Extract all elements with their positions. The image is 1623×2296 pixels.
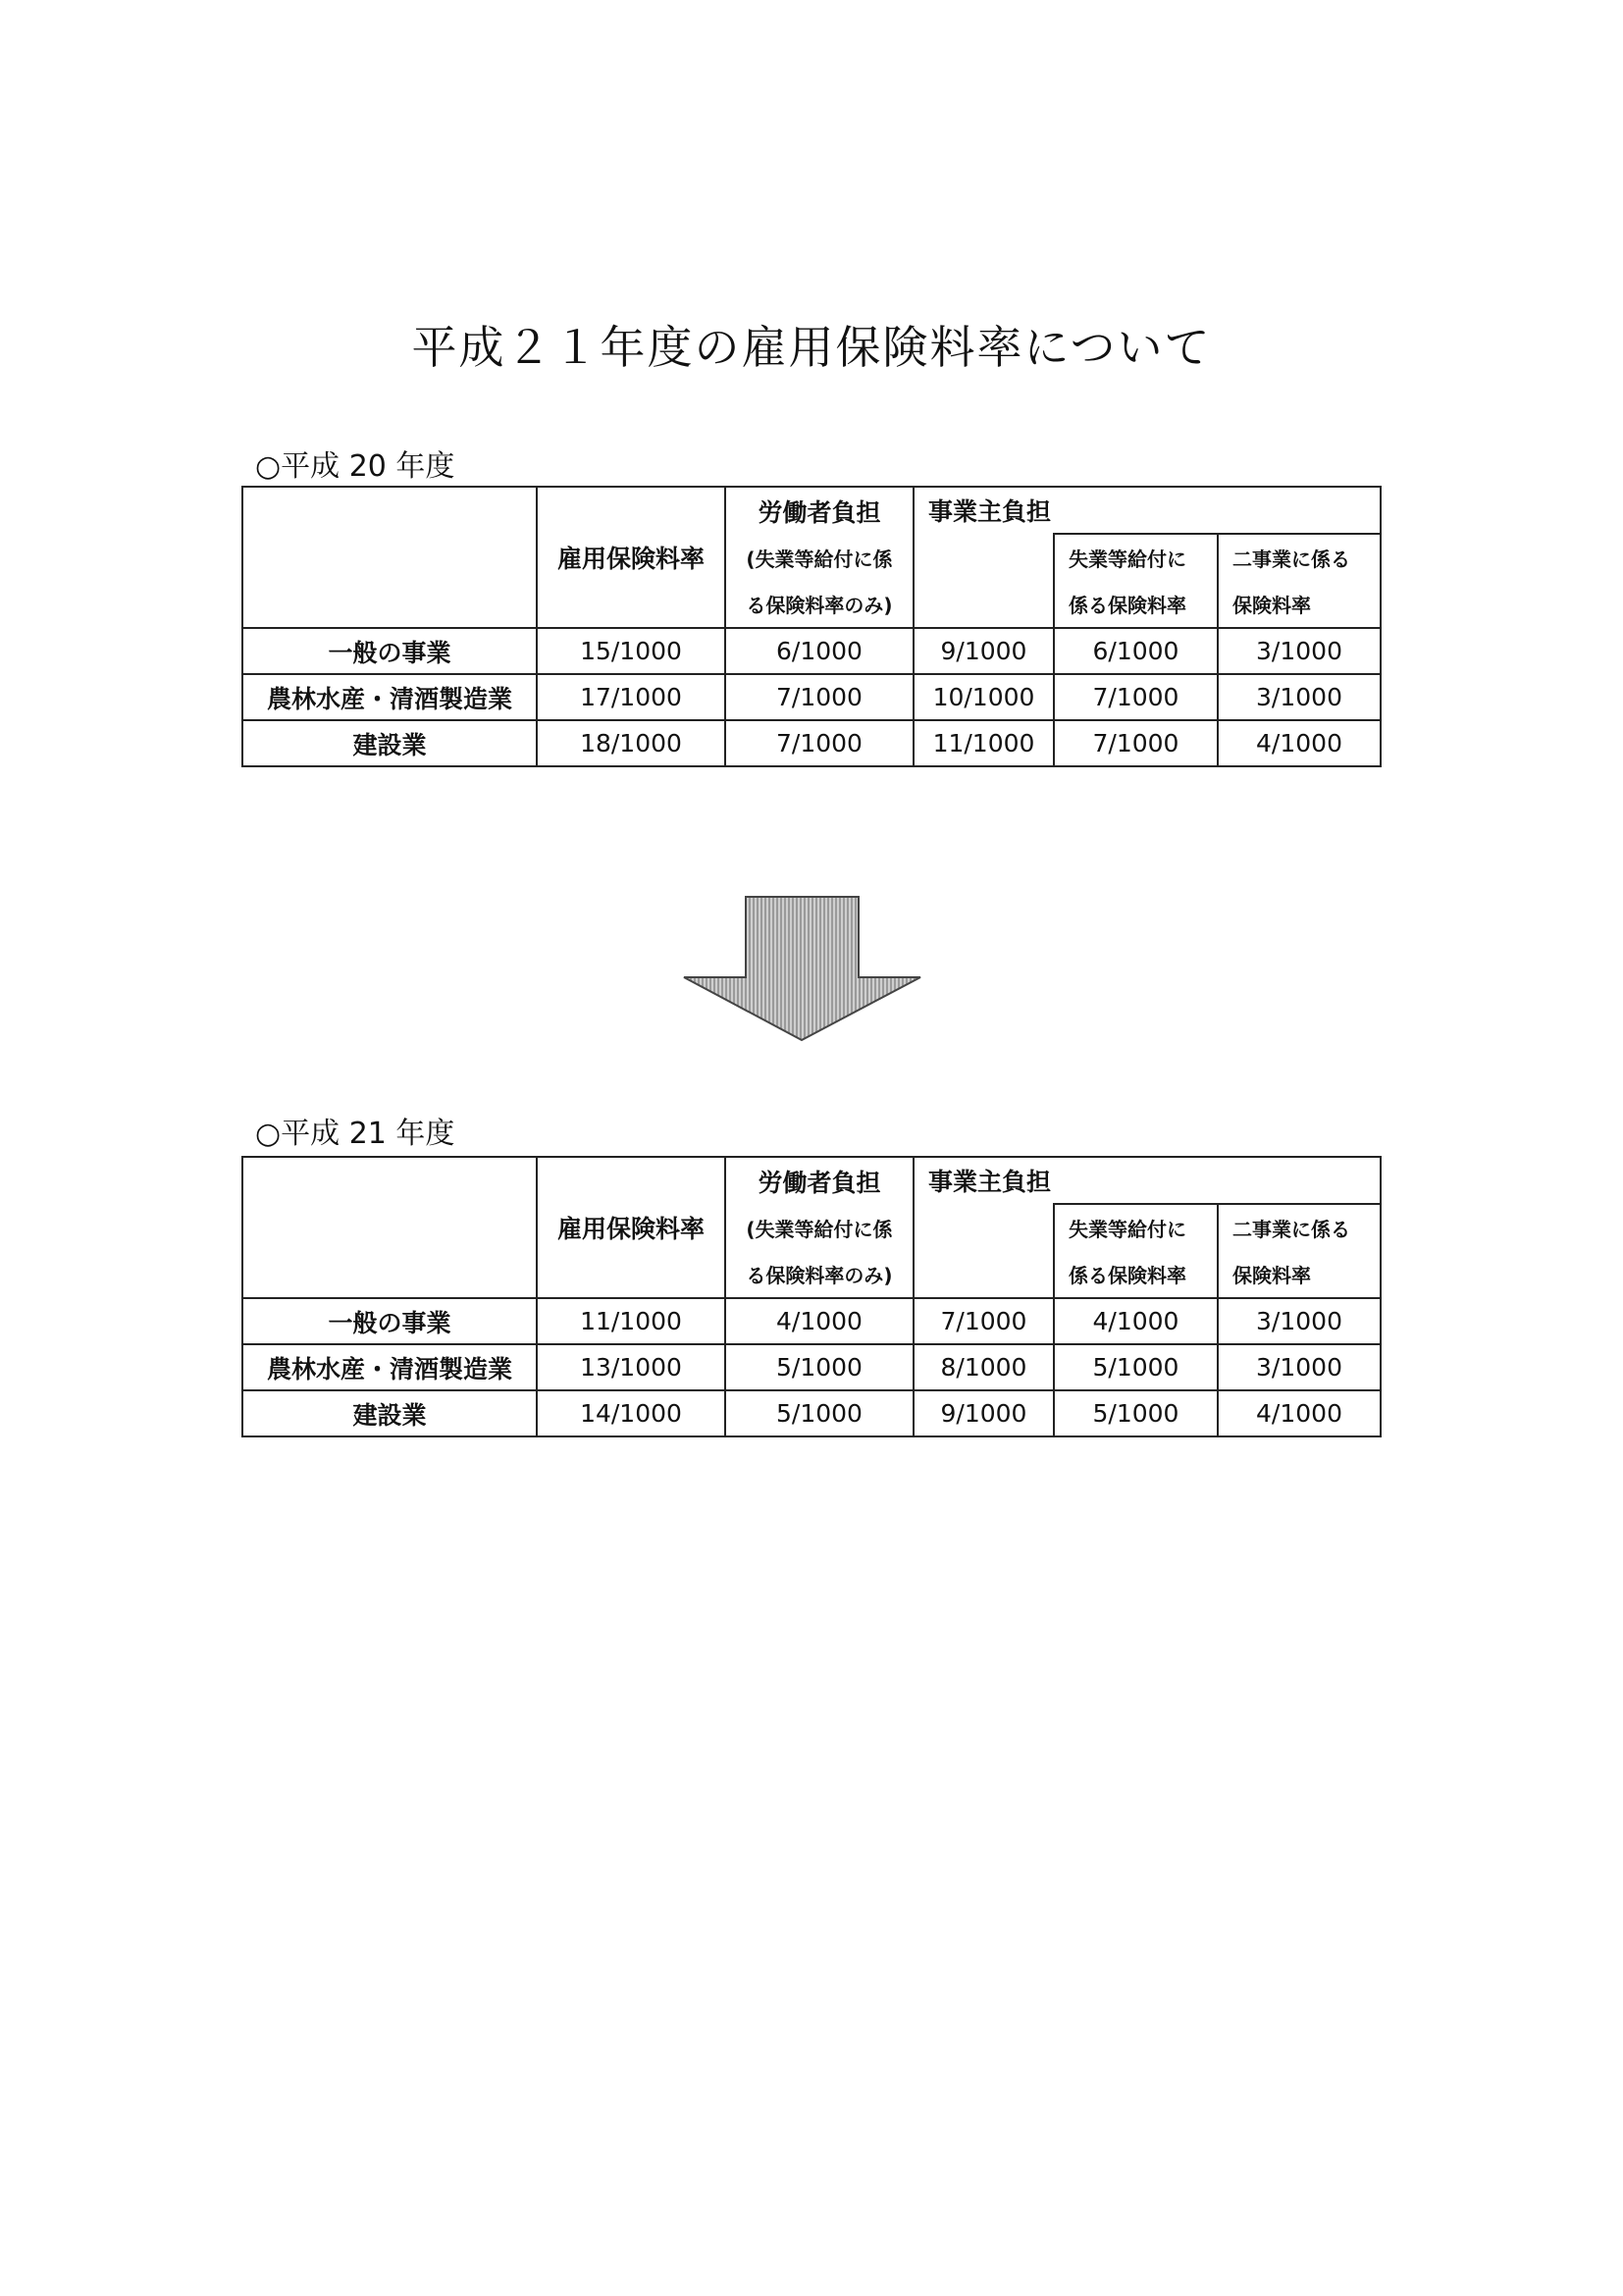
header-employer-two-2: 保険料率 xyxy=(1218,581,1381,628)
row-name: 農林水産・清酒製造業 xyxy=(242,1344,537,1390)
rate-table-h21 xyxy=(241,1156,1382,1437)
cell-rate: 17/1000 xyxy=(537,674,725,720)
header-worker-sub1: (失業等給付に係 xyxy=(725,1204,914,1251)
header-employer-two-2: 保険料率 xyxy=(1218,1251,1381,1298)
table-row xyxy=(242,720,1381,766)
cell-employer-two: 3/1000 xyxy=(1218,674,1381,720)
cell-rate: 14/1000 xyxy=(537,1390,725,1436)
header-employer-two-1: 二事業に係る xyxy=(1218,1204,1381,1251)
cell-worker: 4/1000 xyxy=(725,1298,914,1344)
row-name: 農林水産・清酒製造業 xyxy=(242,674,537,720)
cell-employer: 9/1000 xyxy=(914,1390,1054,1436)
table-row xyxy=(242,628,1381,674)
cell-employer-benefit: 5/1000 xyxy=(1054,1390,1218,1436)
header-employer: 事業主負担 xyxy=(914,487,1381,534)
cell-employer-benefit: 4/1000 xyxy=(1054,1298,1218,1344)
rate-table-h20 xyxy=(241,486,1382,767)
table-row xyxy=(242,1390,1381,1436)
row-name: 一般の事業 xyxy=(242,1298,537,1344)
cell-worker: 6/1000 xyxy=(725,628,914,674)
cell-employer: 8/1000 xyxy=(914,1344,1054,1390)
header-blank xyxy=(537,487,725,534)
header-worker: 労働者負担 xyxy=(725,487,914,534)
cell-rate: 15/1000 xyxy=(537,628,725,674)
header-rate-blank xyxy=(537,581,725,628)
section-label-h20: ○平成 20 年度 xyxy=(255,449,455,484)
cell-employer: 7/1000 xyxy=(914,1298,1054,1344)
cell-employer-benefit: 5/1000 xyxy=(1054,1344,1218,1390)
header-employer-blank-2 xyxy=(914,1251,1054,1298)
cell-worker: 5/1000 xyxy=(725,1390,914,1436)
page-title: 平成２１年度の雇用保険料率について xyxy=(411,321,1212,374)
header-worker-sub2: る保険料率のみ) xyxy=(725,581,914,628)
cell-employer-two: 4/1000 xyxy=(1218,1390,1381,1436)
cell-employer: 10/1000 xyxy=(914,674,1054,720)
cell-employer-two: 3/1000 xyxy=(1218,1298,1381,1344)
cell-rate: 13/1000 xyxy=(537,1344,725,1390)
cell-employer: 9/1000 xyxy=(914,628,1054,674)
header-employer-benefit-1: 失業等給付に xyxy=(1054,1204,1218,1251)
header-employer-two-1: 二事業に係る xyxy=(1218,534,1381,581)
cell-worker: 5/1000 xyxy=(725,1344,914,1390)
section-label-h21: ○平成 21 年度 xyxy=(255,1117,455,1151)
corner-cell xyxy=(242,487,537,628)
header-employer-blank xyxy=(914,534,1054,581)
header-employer-benefit-2: 係る保険料率 xyxy=(1054,1251,1218,1298)
cell-employer-two: 3/1000 xyxy=(1218,628,1381,674)
table-row xyxy=(242,674,1381,720)
corner-cell xyxy=(242,1157,537,1298)
header-blank xyxy=(537,1157,725,1204)
row-name: 建設業 xyxy=(242,1390,537,1436)
row-name: 一般の事業 xyxy=(242,628,537,674)
cell-rate: 11/1000 xyxy=(537,1298,725,1344)
cell-worker: 7/1000 xyxy=(725,674,914,720)
header-rate: 雇用保険料率 xyxy=(537,534,725,581)
header-worker-sub2: る保険料率のみ) xyxy=(725,1251,914,1298)
cell-employer-two: 3/1000 xyxy=(1218,1344,1381,1390)
table-row xyxy=(242,1344,1381,1390)
header-employer-blank-2 xyxy=(914,581,1054,628)
header-employer: 事業主負担 xyxy=(914,1157,1381,1204)
header-worker: 労働者負担 xyxy=(725,1157,914,1204)
cell-employer-benefit: 7/1000 xyxy=(1054,720,1218,766)
header-employer-benefit-1: 失業等給付に xyxy=(1054,534,1218,581)
cell-employer: 11/1000 xyxy=(914,720,1054,766)
cell-rate: 18/1000 xyxy=(537,720,725,766)
cell-employer-benefit: 7/1000 xyxy=(1054,674,1218,720)
header-rate: 雇用保険料率 xyxy=(537,1204,725,1251)
header-employer-benefit-2: 係る保険料率 xyxy=(1054,581,1218,628)
table-row xyxy=(242,1298,1381,1344)
row-name: 建設業 xyxy=(242,720,537,766)
down-arrow-icon xyxy=(682,895,922,1042)
header-employer-blank xyxy=(914,1204,1054,1251)
header-rate-blank xyxy=(537,1251,725,1298)
cell-worker: 7/1000 xyxy=(725,720,914,766)
header-worker-sub1: (失業等給付に係 xyxy=(725,534,914,581)
cell-employer-benefit: 6/1000 xyxy=(1054,628,1218,674)
cell-employer-two: 4/1000 xyxy=(1218,720,1381,766)
